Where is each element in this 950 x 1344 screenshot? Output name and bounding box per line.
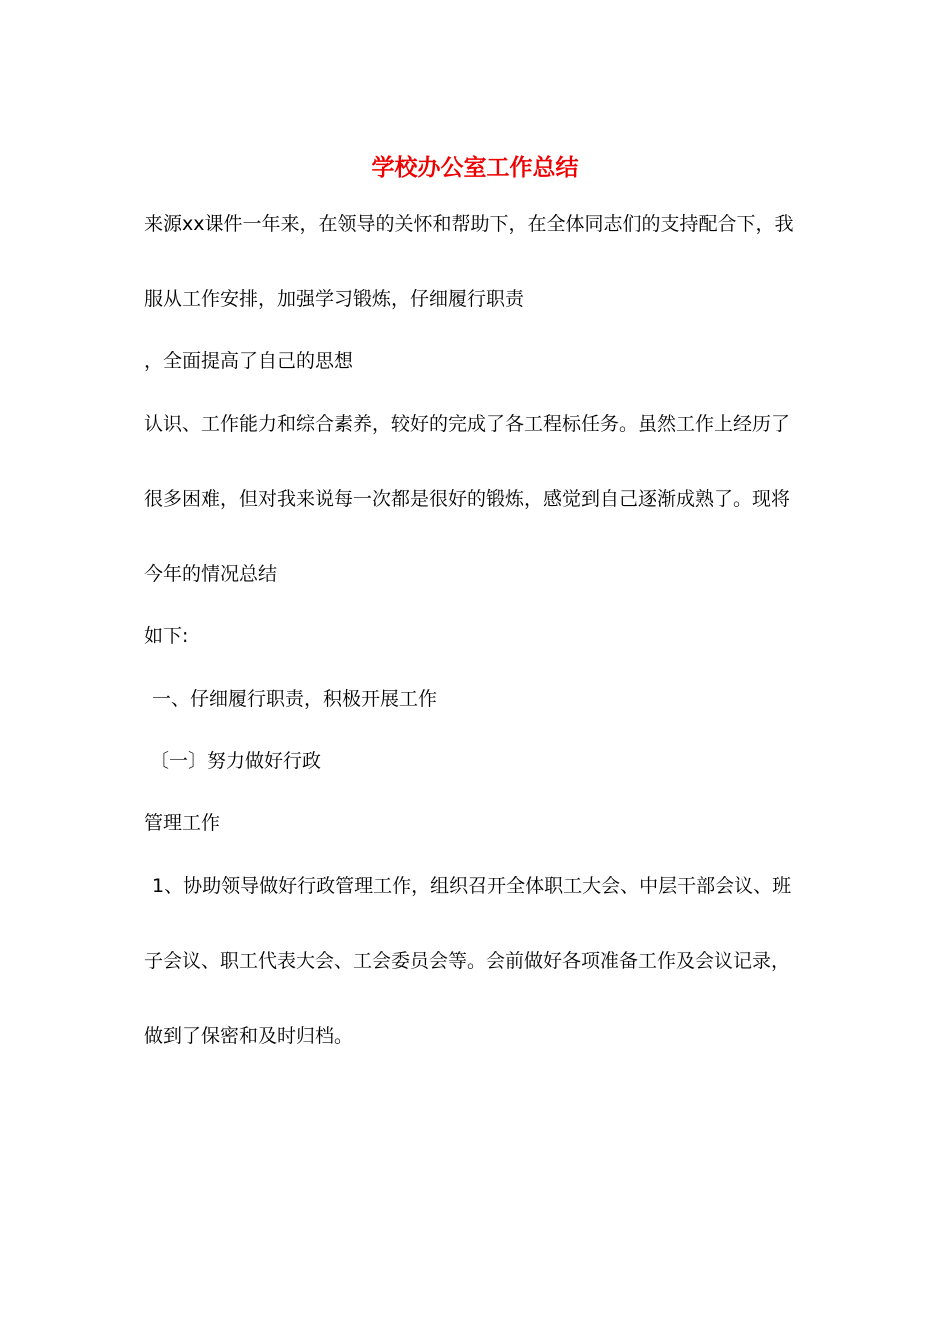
subsection-heading-cont: 管理工作 — [144, 812, 221, 834]
document-title: 学校办公室工作总结 — [371, 154, 579, 181]
subsection-heading: 〔一〕努力做好行政 — [150, 750, 322, 772]
list-item-1-line-1: 1、协助领导做好行政管理工作，组织召开全体职工大会、中层干部会议、班 — [152, 875, 792, 897]
paragraph-line-3: ，全面提高了自己的思想 — [144, 350, 354, 372]
paragraph-line-2: 服从工作安排，加强学习锻炼，仔细履行职责 — [144, 288, 525, 310]
list-item-1-line-2: 子会议、职工代表大会、工会委员会等。会前做好各项准备工作及会议记录， — [144, 950, 791, 972]
paragraph-line-5: 很多困难，但对我来说每一次都是很好的锻炼，感觉到自己逐渐成熟了。现将 — [144, 488, 791, 510]
paragraph-line-1: 来源xx课件一年来，在领导的关怀和帮助下，在全体同志们的支持配合下，我 — [144, 213, 794, 235]
paragraph-line-7: 如下: — [144, 625, 189, 647]
section-heading: 一、仔细履行职责，积极开展工作 — [152, 688, 438, 710]
list-item-1-line-3: 做到了保密和及时归档。 — [144, 1025, 354, 1047]
paragraph-line-4: 认识、工作能力和综合素养，较好的完成了各工程标任务。虽然工作上经历了 — [144, 413, 791, 435]
paragraph-line-6: 今年的情况总结 — [144, 563, 278, 585]
